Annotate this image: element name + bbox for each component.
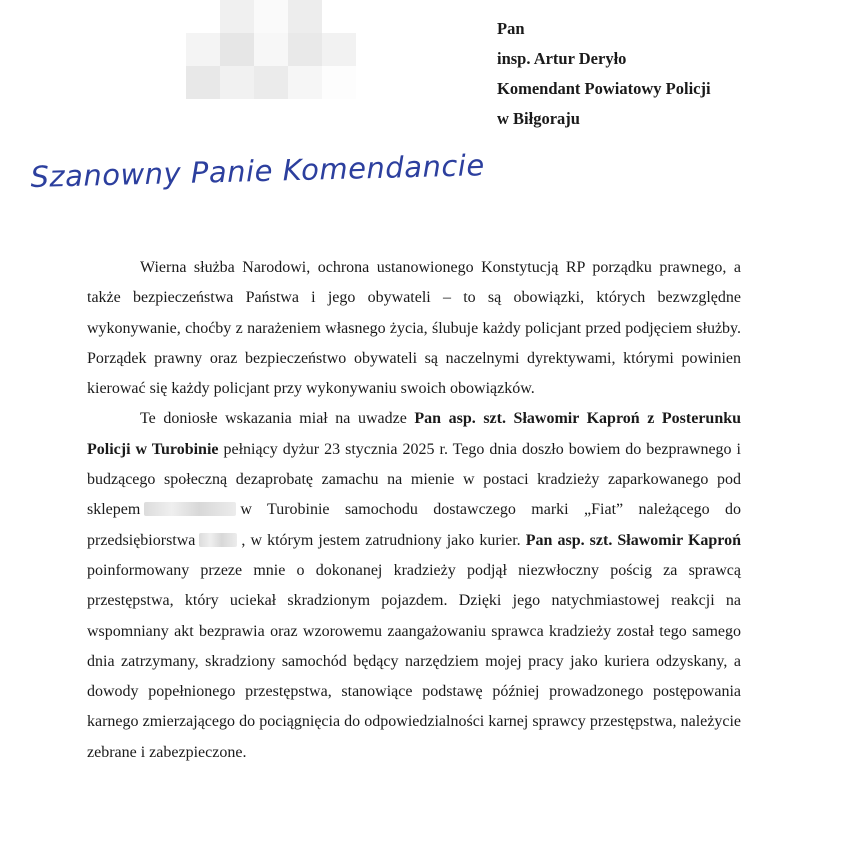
handwritten-salutation: Szanowny Panie Komendancie	[30, 148, 486, 194]
addressee-line: insp. Artur Deryło	[497, 49, 627, 68]
letter-body	[87, 253, 741, 768]
text-segment: Te doniosłe wskazania miał na uwadze	[140, 410, 407, 428]
text-segment: w Turobinie samochodu dostawczego marki „Fiat” należącego do przedsiębiorstwa	[87, 501, 741, 549]
text-segment: pełniący dyżur 23 stycznia 2025 r. Tego dnia doszło bowiem do bezprawnego i budzącego społeczną dezaprobatę zamachu na mienie w postaci kradzieży zaparkowanego pod sklepem	[87, 440, 741, 519]
officer-name-bold: Pan asp. szt. Sławomir Kaproń z Posterunku Policji w Turobinie	[87, 410, 742, 458]
redacted-company-name	[199, 533, 237, 547]
addressee-line: w Biłgoraju	[497, 109, 580, 128]
text-segment: poinformowany przeze mnie o dokonanej kradzieży podjął niezwłoczny pościg za sprawcą przestępstwa, który uciekał skradzionym pojazdem. Dzięki jego natychmiastowej reakcji na wspomniany akt bezprawia oraz wzorowemu zaangażowaniu sprawca kradzieży został tego samego dnia zatrzymany, skradziony samochód będący narzędziem mojej pracy jako kuriera odzyskany, a dowody popełnionego przestępstwa, stanowiące podstawę później prowadzonego postępowania karnego zmierzającego do pociągnięcia do odpowiedzialności karnej sprawcy przestępstwa, należycie zebrane i zabezpieczone.	[87, 561, 741, 761]
redacted-header-block	[186, 0, 356, 100]
addressee-line: Komendant Powiatowy Policji	[497, 79, 711, 98]
addressee-line: Pan	[497, 19, 525, 38]
officer-name-bold: Pan asp. szt. Sławomir Kaproń	[525, 531, 742, 549]
addressee-block	[497, 14, 711, 134]
redacted-shop-name	[144, 502, 236, 516]
paragraph-2	[87, 404, 741, 768]
paragraph-1: Wierna służba Narodowi, ochrona ustanowionego Konstytucją RP porządku prawnego, a także bezpieczeństwa Państwa i jego obywateli – to są obowiązki, których bezwzględne wykonywanie, choćby z narażeniem własnego życia, ślubuje każdy policjant przed podjęciem służby. Porządek prawny oraz bezpieczeństwo obywateli są naczelnymi dyrektywami, którymi powinien kierować się każdy policjant przy wykonywaniu swoich obowiązków.	[87, 259, 741, 398]
text-segment: , w którym jestem zatrudniony jako kurier.	[241, 531, 521, 549]
